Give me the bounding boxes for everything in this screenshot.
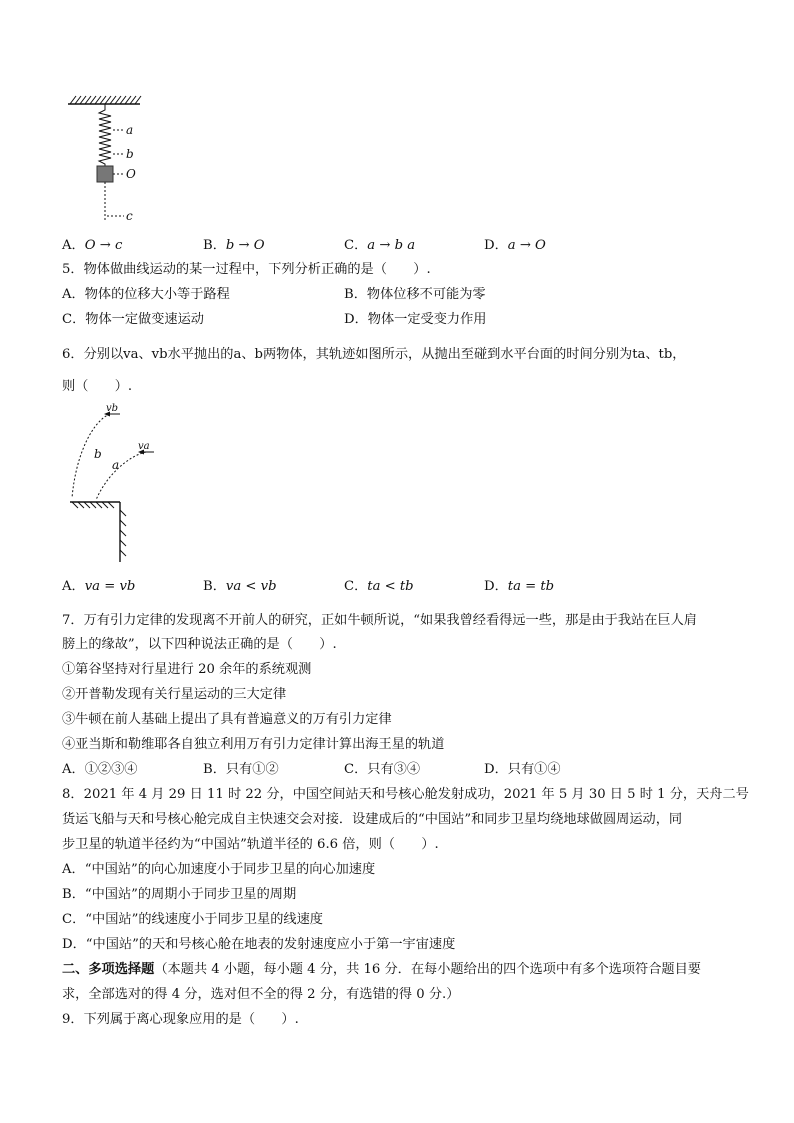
q7-option-d[interactable]: D．只有①④ (484, 762, 561, 777)
q8-option-a[interactable]: A．“中国站”的向心加速度小于同步卫星的向心加速度 (62, 862, 376, 877)
label-a-traj: a (112, 458, 120, 472)
q7-option-b[interactable]: B．只有①② (203, 762, 279, 777)
q7-statement-4: ④亚当斯和勒维耶各自独立利用万有引力定律计算出海王星的轨道 (62, 737, 445, 752)
q7-stem-line2: 膀上的缘故”，以下四种说法正确的是（ ）. (62, 637, 337, 652)
q6-option-c[interactable]: C．ta < tb (344, 579, 414, 594)
label-O: O (126, 167, 136, 181)
section2-line1: 二、多项选择题（本题共 4 小题，每小题 4 分，共 16 分．在每小题给出的四个选项中有多个选项符合题目要 (62, 962, 701, 977)
q6-option-b[interactable]: B．va < vb (203, 579, 277, 594)
q7-statement-2: ②开普勒发现有关行星运动的三大定律 (62, 687, 287, 702)
q7-statement-1: ①第谷坚持对行星进行 20 余年的系统观测 (62, 662, 312, 677)
q8-option-b[interactable]: B．“中国站”的周期小于同步卫星的周期 (62, 887, 297, 902)
q5-option-a[interactable]: A．物体的位移大小等于路程 (62, 287, 230, 302)
label-b-traj: b (94, 447, 102, 461)
section2-line2: 求，全部选对的得 4 分，选对但不全的得 2 分，有选错的得 0 分.） (62, 987, 460, 1002)
q4-option-b[interactable]: B．b → O (203, 238, 265, 253)
label-a: a (126, 123, 134, 137)
q7-statement-3: ③牛顿在前人基础上提出了具有普遍意义的万有引力定律 (62, 712, 392, 727)
label-c: c (126, 209, 133, 223)
spring-figure (62, 92, 172, 232)
q4-option-c[interactable]: C．a → b a (344, 238, 416, 253)
q5-option-c[interactable]: C．物体一定做变速运动 (62, 312, 204, 327)
q7-option-c[interactable]: C．只有③④ (344, 762, 421, 777)
q9-stem: 9．下列属于离心现象应用的是（ ）. (62, 1012, 299, 1027)
label-va: va (138, 441, 150, 452)
q8-option-c[interactable]: C．“中国站”的线速度小于同步卫星的线速度 (62, 912, 323, 927)
q6-option-a[interactable]: A．va = vb (62, 579, 136, 594)
q7-option-a[interactable]: A．①②③④ (62, 762, 138, 777)
q8-option-d[interactable]: D．“中国站”的天和号核心舱在地表的发射速度应小于第一宇宙速度 (62, 937, 456, 952)
q6-option-d[interactable]: D．ta = tb (484, 579, 555, 594)
q4-option-a[interactable]: A．O → c (62, 238, 123, 253)
q5-option-d[interactable]: D．物体一定受变力作用 (344, 312, 487, 327)
q4-option-d[interactable]: D．a → O (484, 238, 546, 253)
q8-stem-line3: 步卫星的轨道半径约为“中国站”轨道半径的 6.6 倍，则（ ）. (62, 837, 439, 852)
q6-stem-line2: 则（ ）. (62, 379, 133, 394)
q7-stem-line1: 7．万有引力定律的发现离不开前人的研究，正如牛顿所说，“如果我曾经看得远一些，那是由于我站在巨人肩 (62, 613, 697, 628)
q8-stem-line2: 货运飞船与天和号核心舱完成自主快速交会对接．设建成后的“中国站”和同步卫星均绕地球做圆周运动，同 (62, 812, 683, 827)
section2-title: 二、多项选择题 (62, 962, 155, 977)
label-b: b (126, 147, 134, 161)
label-vb: vb (106, 403, 119, 414)
q6-stem-line1: 6．分别以va、vb水平抛出的a、b两物体，其轨迹如图所示，从抛出至碰到水平台面的时间分别为ta、tb， (62, 347, 686, 362)
q5-stem: 5．物体做曲线运动的某一过程中，下列分析正确的是（ ）. (62, 262, 431, 277)
projectile-figure (62, 402, 172, 567)
q8-stem-line1: 8．2021 年 4 月 29 日 11 时 22 分，中国空间站天和号核心舱发射成功，2021 年 5 月 30 日 5 时 1 分，天舟二号 (62, 787, 749, 802)
q5-option-b[interactable]: B．物体位移不可能为零 (344, 287, 486, 302)
